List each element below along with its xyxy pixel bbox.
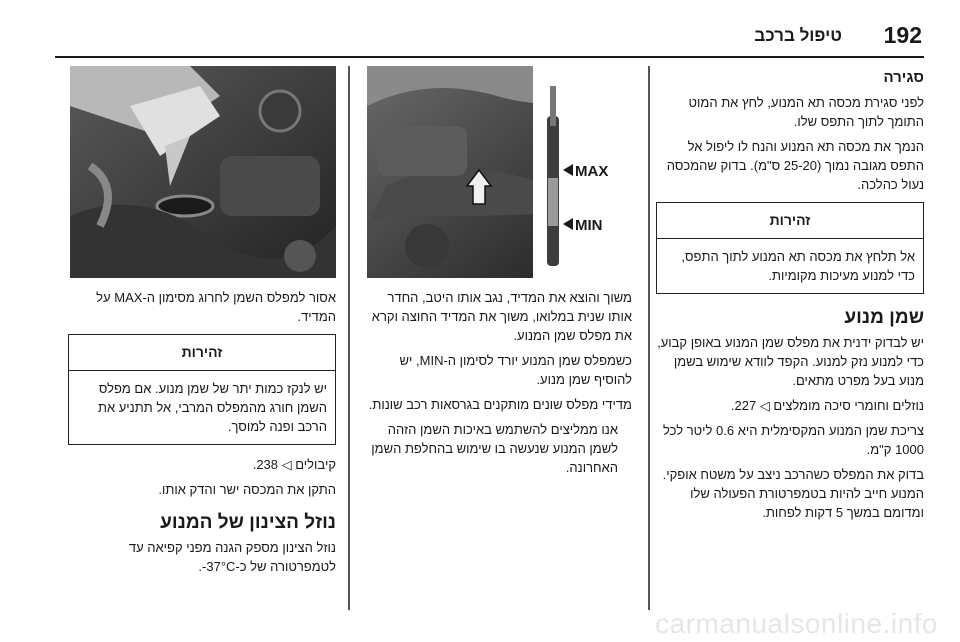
paragraph: בדוק את המפלס כשהרכב ניצב על משטח אופקי. המנוע חייב להיות בטמפרטורת הפעולה שלו ומדומם במשך 5 דקות לפחות.	[662, 467, 924, 520]
paragraph: לפני סגירת מכסה תא המנוע, לחץ את המוט התומך לתוך התפס שלו.	[688, 95, 924, 129]
left-column	[68, 288, 336, 582]
max-label: MAX	[575, 163, 609, 180]
paragraph: משוך והוצא את המדיד, נגב אותו היטב, החדר אותו שנית במלואו, משוך את המדיד החוצה וקרא את מפלס שמן המנוע.	[371, 290, 632, 343]
page-number: 192	[883, 22, 922, 48]
paragraph: נוזל הצינון מספק הגנה מפני קפיאה עד לטמפרטורה של כ-37°C-.	[128, 540, 336, 574]
warning-label: זהירות	[69, 335, 335, 371]
engine-dipstick-illustration	[367, 66, 631, 278]
paragraph: מדידי מפלס שונים מותקנים בגרסאות רכב שונות.	[368, 397, 632, 412]
oil-filling-photo	[70, 66, 336, 278]
min-label: MIN	[575, 217, 603, 234]
paragraph: יש לבדוק ידנית את מפלס שמן המנוע באופן קבוע, כדי למנוע נזק למנוע. הקפד לוודא שימוש בשמן מנוע בעל מפרט מתאים.	[657, 335, 924, 388]
watermark: carmanualsonline.info	[655, 608, 938, 639]
paragraph: קיבולים ◁ 238.	[252, 457, 336, 472]
paragraph: אסור למפלס השמן לחרוג מסימון ה-MAX על המדיד.	[96, 290, 336, 324]
closing-heading: סגירה	[883, 69, 924, 86]
right-column	[656, 62, 924, 528]
warning-text: אל תלחץ את מכסה תא המנוע לתוך התפס, כדי למנוע מעיכות מקומיות.	[681, 249, 915, 283]
paragraph: התקן את המכסה ישר והדק אותו.	[158, 482, 336, 497]
warning-label: זהירות	[657, 203, 923, 239]
column-divider-right	[648, 66, 650, 610]
column-divider-left	[348, 66, 350, 610]
middle-column	[364, 288, 632, 483]
paragraph: הנמך את מכסה תא המנוע והנח לו ליפול אל התפס מגובה נמוך (25-20 ס"מ). בדוק שהמכסה נעול כהלכה.	[666, 139, 924, 192]
warning-box	[68, 334, 336, 445]
engine-oil-section-title: שמן מנוע	[844, 307, 924, 328]
oil-filling-illustration	[70, 66, 336, 278]
indented-paragraph: אנו ממליצים להשתמש באיכות השמן הזהה לשמן המנוע שנעשה בו שימוש בהחלפת השמן האחרונה.	[371, 422, 618, 475]
paragraph: כשמפלס שמן המנוע יורד לסימון ה-MIN, יש להוסיף שמן מנוע.	[399, 353, 632, 387]
paragraph: צריכת שמן המנוע המקסימלית היא 0.6 ליטר לכל 1000 ק"מ.	[663, 423, 924, 457]
warning-text: יש לנקז כמות יתר של שמן מנוע. אם מפלס השמן חורג מהמפלס המרבי, אל תתניע את הרכב ופנה למוסך.	[97, 381, 327, 434]
warning-box	[656, 202, 924, 294]
header-rule	[55, 56, 924, 58]
paragraph: נוזלים וחומרי סיכה מומלצים ◁ 227.	[730, 398, 924, 413]
dipstick-photo	[367, 66, 631, 278]
chapter-title: טיפול ברכב	[754, 26, 842, 45]
page-header	[0, 0, 960, 60]
coolant-section-title: נוזל הצינון של המנוע	[160, 512, 336, 533]
